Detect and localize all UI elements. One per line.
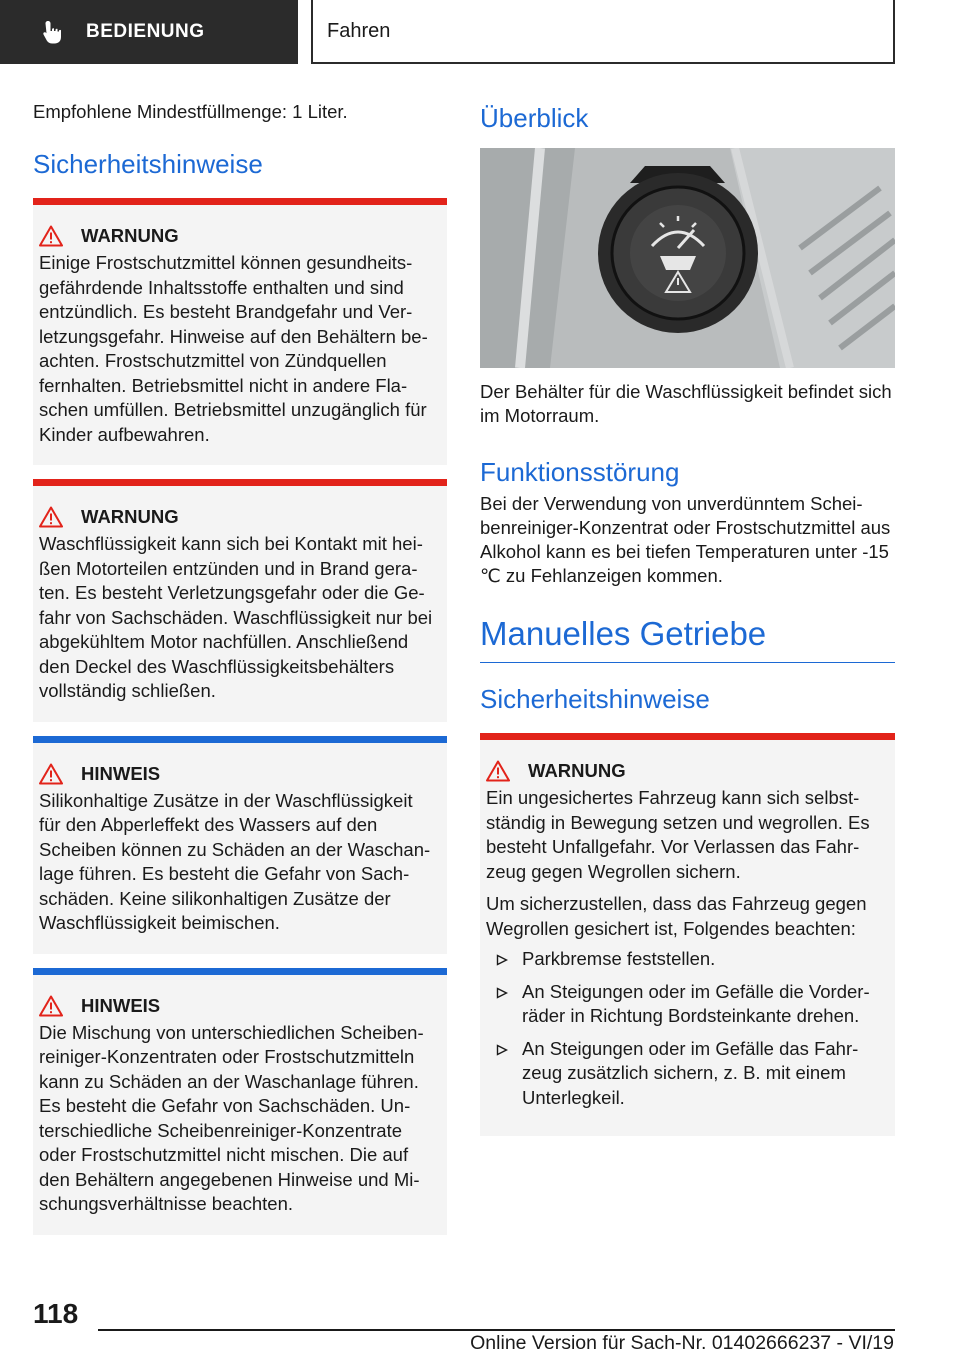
chapter-title: Fahren — [311, 0, 895, 64]
overview-heading: Überblick — [480, 103, 589, 133]
list-item: Parkbremse feststellen. — [486, 947, 887, 972]
box-header — [39, 763, 439, 785]
box-text: Silikonhaltige Zusätze in der Waschflüssigkeit für den Abperleffekt des Wassers auf den Scheiben können zu Schäden an der Waschanlage führen. Es besteht die Gefahr von Sachschäden. Keine silikonhaltigen Zusätze der Waschflüssigkeit beimischen. — [39, 789, 431, 933]
box-text: Die Mischung von unterschiedlichen Scheibenreiniger-Konzentraten oder Frostschutzmitteln kann zu Schäden an der Waschanlage führen. Es besteht die Gefahr von Sachschäden. Unterschiedliche Scheibenreiniger-Konzentrate oder Frostschutzmittel nicht mischen. Die auf den Behältern angegebenen Hinweise und Mischungsverhältnisse beachten. — [39, 1021, 424, 1214]
warning-triangle-icon — [39, 506, 63, 528]
triangle-bullet-icon — [496, 987, 508, 999]
left-column — [33, 100, 447, 1235]
box-text: Einige Frostschutzmittel können gesundheitsgefährdende Inhaltsstoffe enthalten und sind entzündlich. Es besteht Brandgefahr und Verletzungsgefahr. Hinweise auf den Behältern beachten. Frostschutzmittel von Zündquellen fernhalten. Betriebsmittel nicht in andere Flaschen umfüllen. Betriebsmittel unzugänglich für Kinder aufbewahren. — [39, 252, 428, 445]
box-header — [486, 760, 887, 782]
page-number: 118 — [33, 1298, 79, 1329]
section-tab — [0, 0, 298, 64]
box-label: HINWEIS — [81, 994, 161, 1016]
footer-divider — [98, 1329, 895, 1331]
min-fill-text: Empfohlene Mindestfüllmenge: 1 Liter. — [33, 101, 348, 122]
warning-box-2 — [33, 479, 447, 722]
warning-triangle-icon — [39, 225, 63, 247]
right-column — [480, 100, 895, 1136]
box-label: WARNUNG — [81, 506, 179, 527]
triangle-bullet-icon — [496, 954, 508, 966]
warning-triangle-icon — [39, 763, 63, 785]
notice-box-2 — [33, 968, 447, 1235]
box-label: HINWEIS — [81, 762, 161, 784]
gearbox-heading: Manuelles Getriebe — [480, 614, 895, 663]
safety-heading-right: Sicherheitshinweise — [480, 684, 710, 714]
warning-box-1 — [33, 198, 447, 465]
warning-triangle-icon — [39, 995, 63, 1017]
section-label: BEDIENUNG — [86, 21, 205, 42]
malfunction-heading: Funktionsstörung — [480, 457, 680, 487]
overview-text: Der Behälter für die Waschflüssigkeit befindet sich im Motorraum. — [480, 381, 892, 426]
notice-box-1 — [33, 736, 447, 954]
list-item: An Steigungen oder im Gefälle die Vorderräder in Richtung Bordsteinkante drehen. — [486, 980, 887, 1029]
triangle-bullet-icon — [496, 1044, 508, 1056]
box-header — [39, 225, 439, 247]
warning-box-gearbox — [480, 733, 895, 1136]
box-label: WARNUNG — [528, 760, 626, 781]
safety-heading-left: Sicherheitshinweise — [33, 149, 263, 179]
box-label: WARNUNG — [81, 225, 179, 246]
box-text: Um sicherzustellen, dass das Fahrzeug gegen Wegrollen gesichert ist, Folgendes beachten: — [486, 893, 867, 939]
box-header — [39, 995, 439, 1017]
malfunction-text: Bei der Verwendung von unverdünntem Scheibenreiniger-Konzentrat oder Frostschutzmittel aus Alkohol kann es bei tiefen Temperaturen unter -15 ℃ zu Fehlanzeigen kommen. — [480, 493, 891, 586]
instruction-list — [486, 947, 887, 1110]
pointing-hand-icon — [40, 19, 66, 45]
list-item: An Steigungen oder im Gefälle das Fahrzeug zusätzlich sichern, z. B. mit einem Unterlegkeil. — [486, 1037, 887, 1111]
warning-triangle-icon — [486, 760, 510, 782]
box-text: Ein ungesichertes Fahrzeug kann sich selbstständig in Bewegung setzen und wegrollen. Es besteht Unfallgefahr. Vor Verlassen das Fahrzeug gegen Wegrollen sichern. — [486, 787, 870, 882]
online-version-text: Online Version für Sach-Nr. 01402666237 - VI/19 — [470, 1332, 894, 1354]
box-header — [39, 506, 439, 528]
washer-reservoir-photo — [480, 148, 895, 368]
box-text: Waschflüssigkeit kann sich bei Kontakt mit heißen Motorteilen entzünden und in Brand geraten. Es besteht Verletzungsgefahr oder die Gefahr von Sachschäden. Waschflüssigkeit nur bei abgekühltem Motor nachfüllen. Anschließend den Deckel des Waschflüssigkeitsbehälters vollständig schließen. — [39, 533, 433, 701]
